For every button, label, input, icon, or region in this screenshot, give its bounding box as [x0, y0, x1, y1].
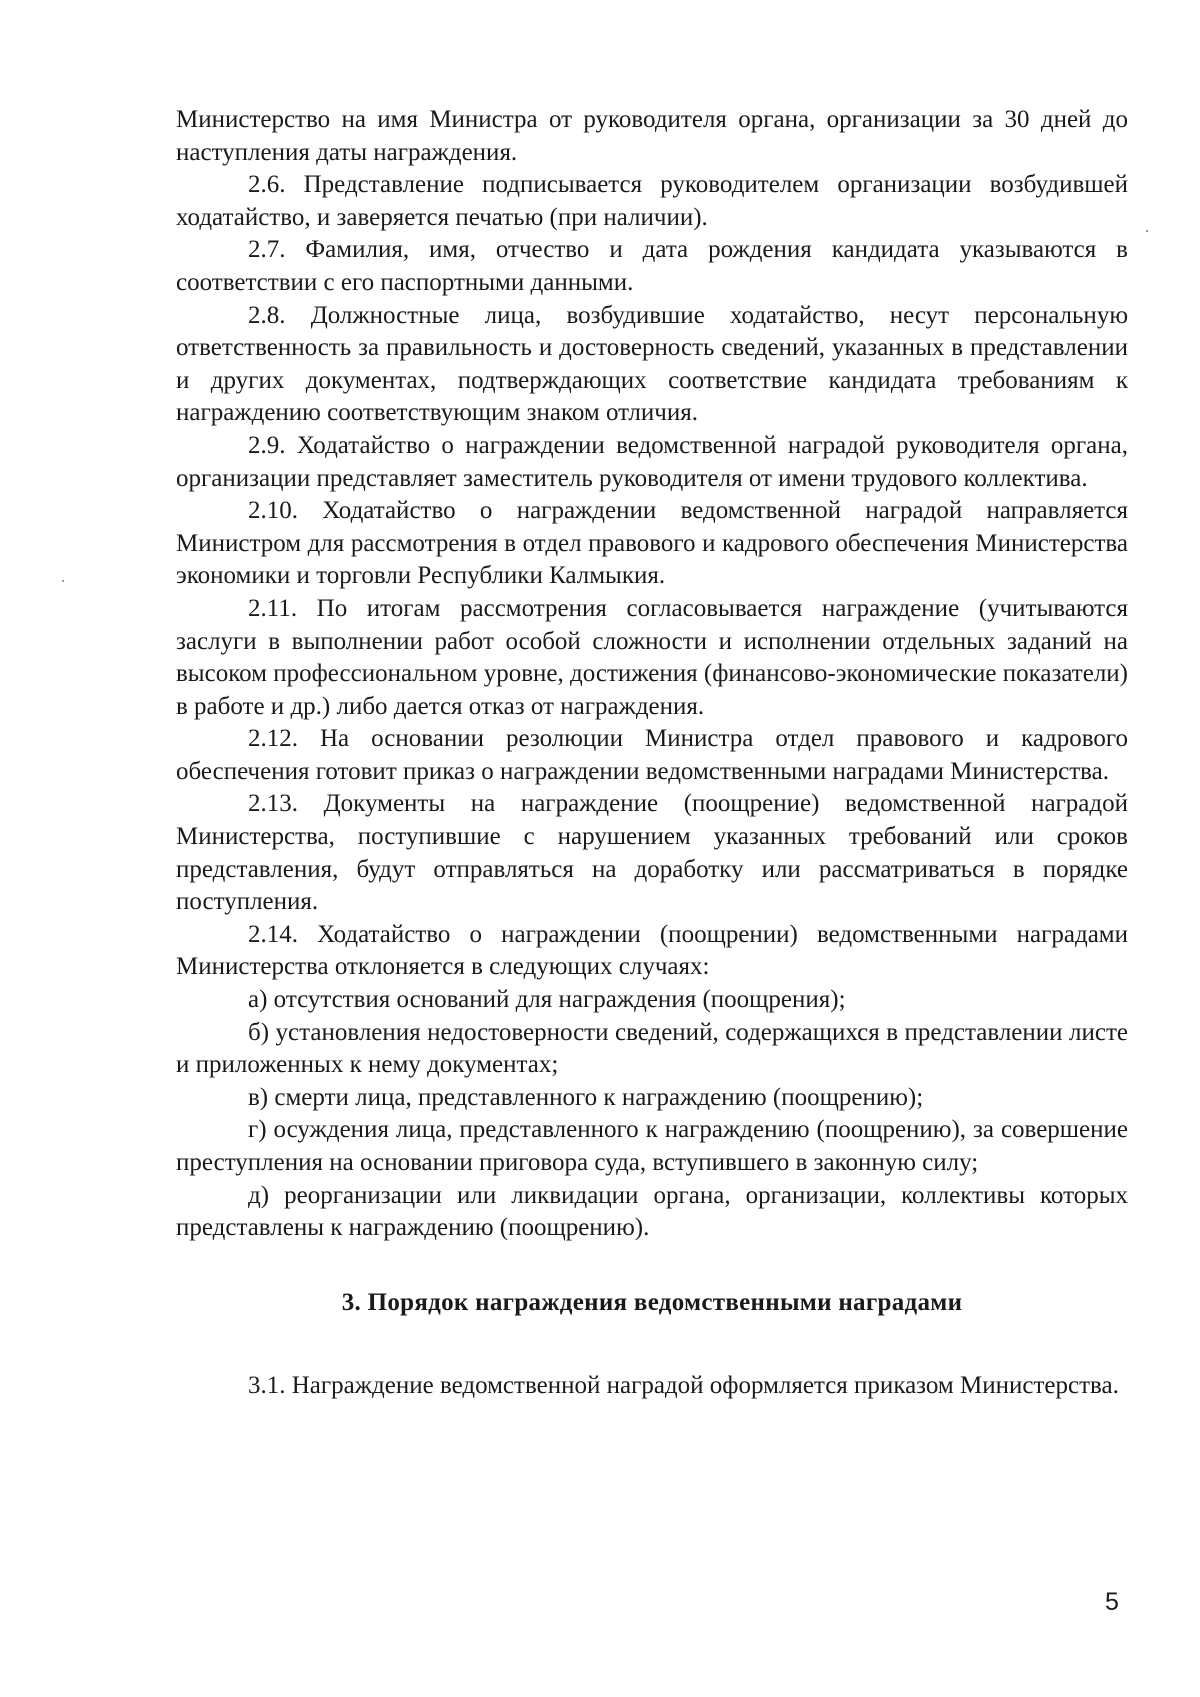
list-item-g: г) осуждения лица, представленного к награждению (поощрению), за совершение преступления на основании приговора суда, вступившего в законную силу; — [176, 1116, 1128, 1176]
paragraph-2-13: 2.13. Документы на награждение (поощрение) ведомственной наградой Министерства, поступившие с нарушением указанных требований или сроков представления, будут отправляться на доработку или рассматриваться в порядке поступления. — [176, 790, 1128, 916]
body-text-before — [176, 104, 1128, 1245]
paragraph-2-11: 2.11. По итогам рассмотрения согласовывается награждение (учитываются заслуги в выполнении работ особой сложности и исполнении отдельных заданий на высоком профессиональном уровне, достижения (финансово-экономические показатели) в работе и др.) либо дается отказ от награждения. — [176, 594, 1128, 720]
paragraph-2-6: 2.6. Представление подписывается руководителем организации возбудившей ходатайство, и заверяется печатью (при наличии). — [176, 171, 1128, 231]
paragraph-2-14: 2.14. Ходатайство о награждении (поощрении) ведомственными наградами Министерства отклоняется в следующих случаях: — [176, 920, 1128, 981]
scan-speck — [62, 580, 64, 582]
paragraph-2-8: 2.8. Должностные лица, возбудившие ходатайство, несут персональную ответственность за правильность и достоверность сведений, указанных в представлении и других документах, подтверждающих соответствие кандидата требованиям к награждению соответствующим знаком отличия. — [176, 301, 1128, 427]
list-item-v: в) смерти лица, представленного к награждению (поощрению); — [248, 1083, 924, 1111]
document-page — [176, 104, 1128, 1403]
page-number: 5 — [1105, 1588, 1119, 1616]
scan-speck — [1146, 230, 1148, 232]
paragraph-2-12: 2.12. На основании резолюции Министра отдел правового и кадрового обеспечения готовит приказ о награждении ведомственными наградами Министерства. — [176, 725, 1128, 785]
list-item-d: д) реорганизации или ликвидации органа, организации, коллективы которых представлены к награждению (поощрению). — [176, 1181, 1128, 1242]
list-item-a: а) отсутствия оснований для награждения (поощрения); — [248, 986, 846, 1014]
body-text-after — [176, 1370, 1128, 1403]
paragraph-2-9: 2.9. Ходатайство о награждении ведомственной наградой руководителя органа, организации представляет заместитель руководителя от имени трудового коллектива. — [176, 431, 1128, 492]
list-item-b: б) установления недостоверности сведений, содержащихся в представлении листе и приложенных к нему документах; — [176, 1018, 1128, 1079]
paragraph-3-1: 3.1. Награждение ведомственной наградой оформляется приказом Министерства. — [248, 1372, 1119, 1400]
section-heading-wrap — [176, 1245, 1128, 1371]
paragraph-2-10: 2.10. Ходатайство о награждении ведомственной наградой направляется Министром для рассмотрения в отдел правового и кадрового обеспечения Министерства экономики и торговли Республики Калмыкия. — [176, 497, 1128, 590]
paragraph-2-7: 2.7. Фамилия, имя, отчество и дата рождения кандидата указываются в соответствии с его паспортными данными. — [176, 236, 1128, 296]
paragraph: Министерство на имя Министра от руководителя органа, организации за 30 дней до наступления даты награждения. — [176, 106, 1128, 166]
section-heading: 3. Порядок награждения ведомственными наградами — [341, 1288, 963, 1316]
